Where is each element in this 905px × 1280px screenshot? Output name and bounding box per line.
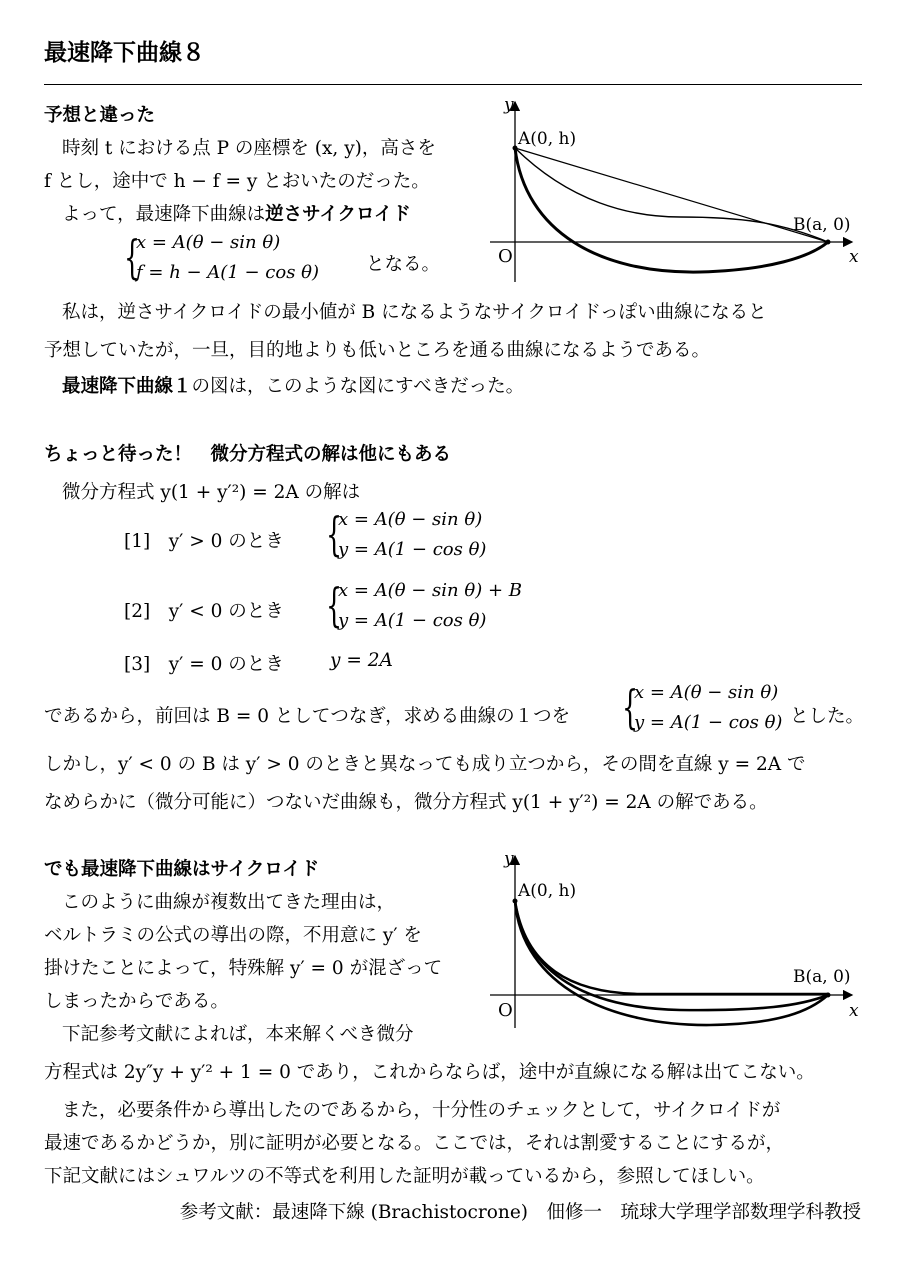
- case2-eq2: y = A(1 − cos θ): [338, 610, 487, 631]
- section2-line-a-system: [622, 682, 792, 744]
- section1-line4: 私は，逆さサイクロイドの最小値が B になるようなサイクロイドっぽい曲線になると: [62, 302, 767, 323]
- section2-line-a: であるから，前回は B = 0 としてつなぎ，求める曲線の１つを: [44, 706, 571, 727]
- case1-eq1: x = A(θ − sin θ): [338, 509, 483, 530]
- section2-intro: 微分方程式 y(1 + y′²) = 2A の解は: [62, 482, 361, 503]
- figure2-y-label: y: [504, 849, 514, 869]
- section1-eq-suffix: となる。: [366, 254, 441, 275]
- section1-equation-system: [124, 232, 344, 294]
- section3-line9: 下記文献にはシュワルツの不等式を利用した証明が載っているから，参照してほしい。: [44, 1166, 765, 1187]
- figure1-point-b: [826, 240, 831, 245]
- section1-line6: [62, 372, 524, 398]
- section3-line8: 最速であるかどうか，別に証明が必要となる。ここでは，それは割愛することにするが，: [44, 1133, 785, 1154]
- reference-line: 参考文献：最速降下線 (Brachistocrone) 佃修一 琉球大学理学部数理学科教授: [179, 1202, 861, 1223]
- figure1-b-label: B(a, 0): [793, 215, 851, 235]
- case2-eq1: x = A(θ − sin θ) + B: [338, 580, 522, 601]
- figure2: [480, 846, 870, 1036]
- section1-line3-text: よって，最速降下曲線は: [62, 204, 266, 225]
- section1-line1: 時刻 t における点 P の座標を (x, y)，高さを: [62, 138, 436, 159]
- section2-line-b: しかし，y′ < 0 の B は y′ > 0 のときと異なっても成り立つから，その間を直線 y = 2A で: [44, 754, 806, 775]
- section1-line3: [62, 200, 411, 226]
- figure2-origin-label: O: [498, 1000, 513, 1021]
- section2-line-a-end: とした。: [790, 706, 865, 727]
- title-divider: [44, 84, 862, 85]
- figure2-a-label: A(0, h): [518, 881, 577, 901]
- section3-line4: しまったからである。: [44, 991, 229, 1012]
- section2-line-c: なめらかに（微分可能に）つないだ曲線も，微分方程式 y(1 + y′²) = 2A の解である。: [44, 792, 768, 813]
- case2-label: [2] y′ < 0 のとき: [124, 601, 284, 622]
- section1-line6-text: の図は，このような図にすべきだった。: [191, 376, 525, 397]
- section3-line3: 掛けたことによって，特殊解 y′ = 0 が混ざって: [44, 958, 443, 979]
- case3-label: [3] y′ = 0 のとき: [124, 654, 284, 675]
- figure1-point-a: [513, 146, 518, 151]
- section3-heading: でも最速降下曲線はサイクロイド: [44, 859, 320, 880]
- section2-line-a-eq1: x = A(θ − sin θ): [634, 682, 779, 703]
- section1-line2: f とし，途中で h − f = y とおいたのだった。: [44, 171, 430, 192]
- case1-label: [1] y′ > 0 のとき: [124, 531, 284, 552]
- section3-line7: また，必要条件から導出したのであるから，十分性のチェックとして，サイクロイドが: [62, 1100, 781, 1121]
- case2-brace: {: [326, 578, 343, 632]
- figure1-x-label: x: [849, 247, 859, 267]
- figure2-point-b: [826, 993, 831, 998]
- case2-system: [326, 580, 586, 642]
- figure1: [480, 92, 870, 292]
- section3-line6: 方程式は 2y″y + y′² + 1 = 0 であり，これからならば，途中が直線になる解は出てこない。: [44, 1062, 815, 1083]
- figure2-b-label: B(a, 0): [793, 967, 851, 987]
- section1-eq1: x = A(θ − sin θ): [136, 232, 281, 253]
- case1-eq2: y = A(1 − cos θ): [338, 539, 487, 560]
- section1-line5: 予想していたが，一旦，目的地よりも低いところを通る曲線になるようである。: [44, 340, 711, 361]
- page-title: 最速降下曲線８: [44, 40, 205, 66]
- figure1-y-label: y: [504, 95, 514, 115]
- section1-line6-bold: 最速降下曲線１: [62, 376, 192, 397]
- section2-heading: ちょっと待った！ 微分方程式の解は他にもある: [44, 444, 452, 465]
- section1-brace: {: [124, 230, 141, 284]
- figure1-straight-path: [515, 148, 828, 242]
- section1-heading: 予想と違った: [44, 105, 156, 126]
- figure2-x-label: x: [849, 1001, 859, 1021]
- section3-line1: このように曲線が複数出てきた理由は，: [62, 892, 396, 913]
- case1-brace: {: [326, 507, 343, 561]
- section2-line-a-eq2: y = A(1 − cos θ): [634, 712, 783, 733]
- figure1-cycloid-path: [515, 148, 828, 272]
- section2-line-a-brace: {: [622, 680, 639, 734]
- case1-system: [326, 509, 546, 571]
- figure1-a-label: A(0, h): [518, 129, 577, 149]
- case3-eq: y = 2A: [330, 650, 393, 671]
- figure1-origin-label: O: [498, 246, 513, 267]
- section1-eq2: f = h − A(1 − cos θ): [136, 262, 320, 283]
- figure2-point-a: [513, 899, 518, 904]
- section3-line2: ベルトラミの公式の導出の際，不用意に y′ を: [44, 925, 422, 946]
- section3-line5: 下記参考文献によれば，本来解くべき微分: [62, 1024, 414, 1045]
- section1-line3-bold: 逆さサイクロイド: [265, 204, 411, 225]
